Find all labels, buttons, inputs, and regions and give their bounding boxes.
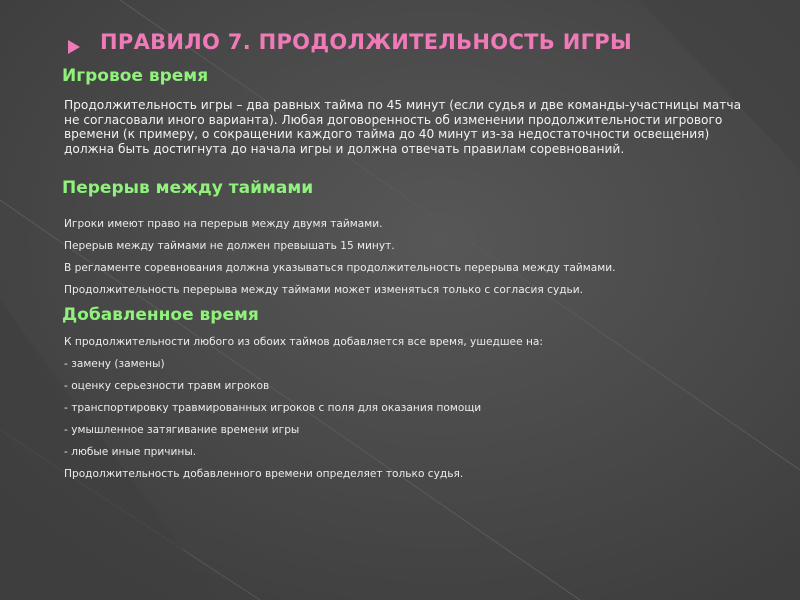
game-time-paragraph: Продолжительность игры – два равных тайма по 45 минут (если судья и две команды-участницы матча не согласовали иного варианта). Любая договоренность об изменении продолжительности игрового времени (к примеру, о сокращении каждого тайма до 40 минут из-за недостаточности освещения) должна быть достигнута до начала игры и должна отвечать правилам соревнований. — [64, 98, 742, 156]
slide-title: ПРАВИЛО 7. ПРОДОЛЖИТЕЛЬНОСТЬ ИГРЫ — [100, 30, 633, 54]
halftime-line: Игроки имеют право на перерыв между двумя таймами. — [64, 218, 383, 230]
halftime-line: Перерыв между таймами не должен превышать 15 минут. — [64, 240, 395, 252]
added-time-line: - замену (замены) — [64, 358, 165, 370]
added-time-line: - любые иные причины. — [64, 446, 197, 458]
added-time-line: Продолжительность добавленного времени определяет только судья. — [64, 468, 464, 480]
section-heading-added-time: Добавленное время — [62, 305, 259, 325]
halftime-line: В регламенте соревнования должна указываться продолжительность перерыва между таймами. — [64, 262, 616, 274]
section-heading-halftime: Перерыв между таймами — [62, 178, 314, 198]
added-time-line: - оценку серьезности травм игроков — [64, 380, 270, 392]
added-time-line: - транспортировку травмированных игроков с поля для оказания помощи — [64, 402, 482, 414]
halftime-line: Продолжительность перерыва между таймами может изменяться только с согласия судьи. — [64, 284, 584, 296]
added-time-line: К продолжительности любого из обоих таймов добавляется все время, ушедшее на: — [64, 336, 543, 348]
added-time-line: - умышленное затягивание времени игры — [64, 424, 300, 436]
section-heading-game-time: Игровое время — [62, 66, 209, 86]
